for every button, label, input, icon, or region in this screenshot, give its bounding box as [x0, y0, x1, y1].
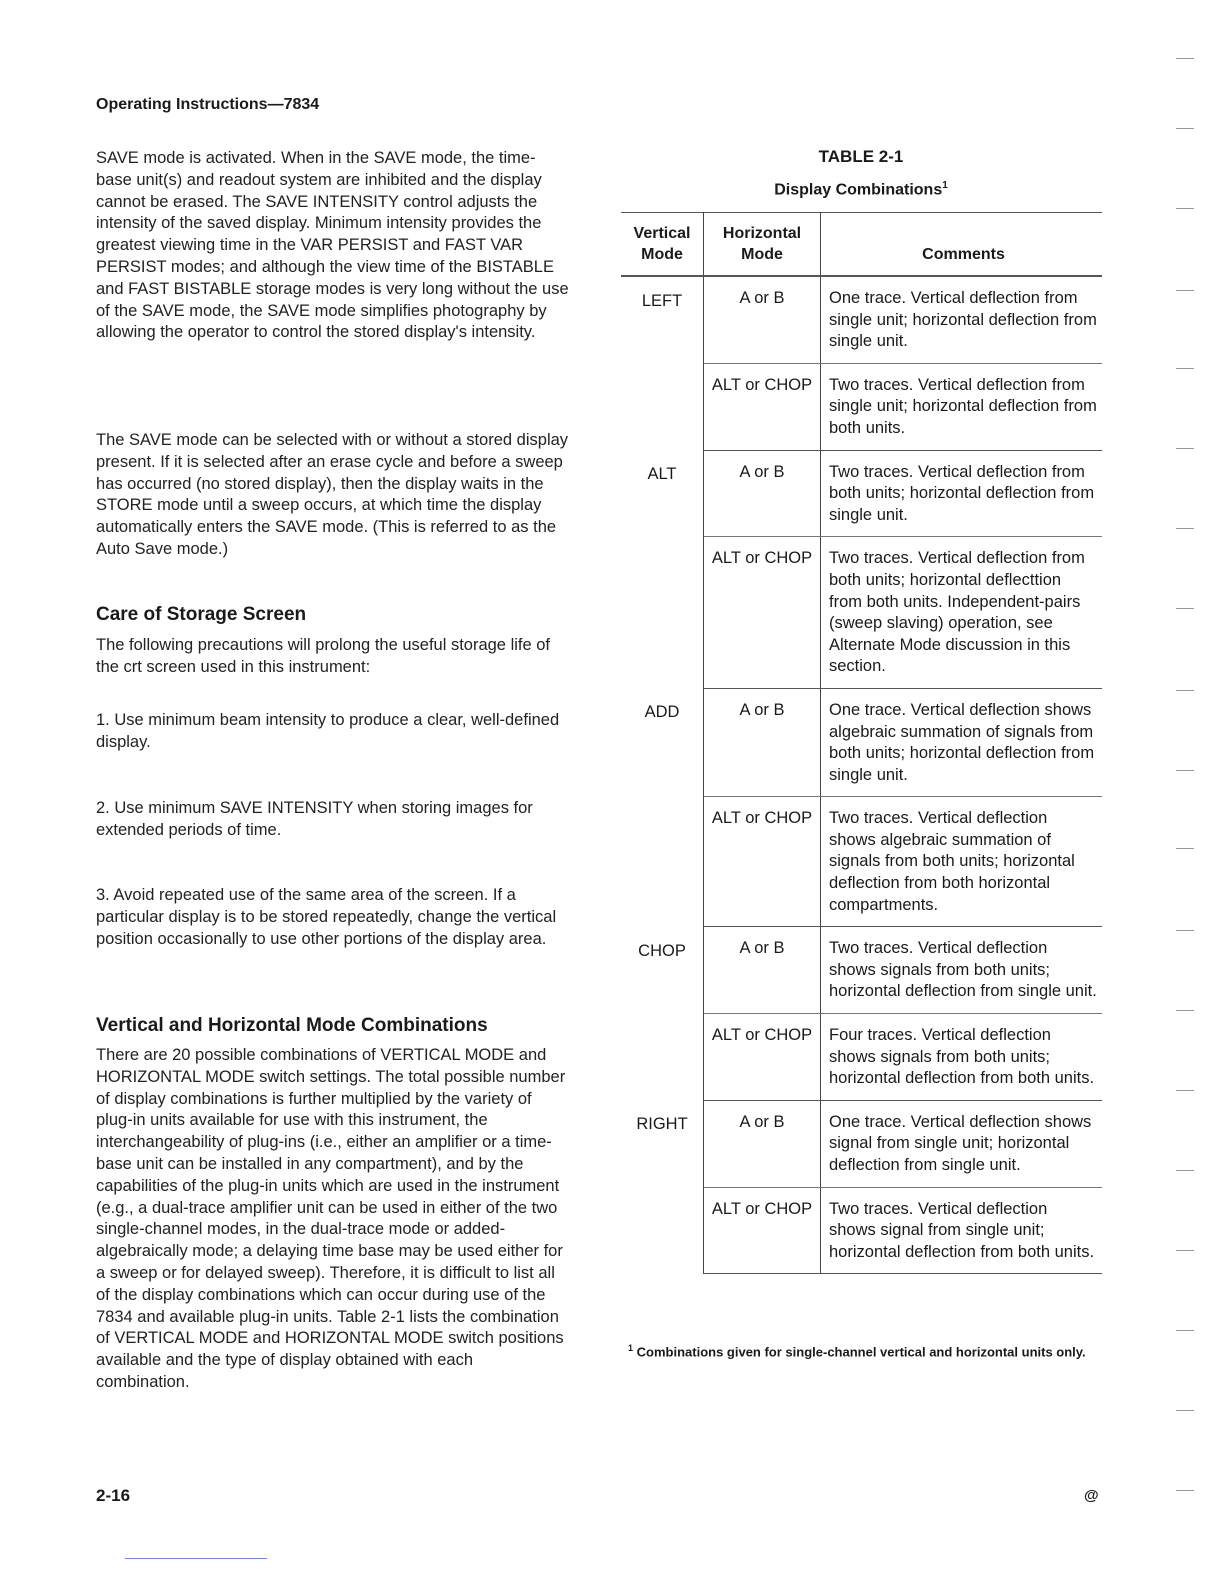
margin-tick: [1176, 1090, 1194, 1091]
table-caption-text: Display Combinations: [774, 181, 943, 199]
comment-cell: Two traces. Vertical deflection from both units; horizontal deflecttion from both units. Independent-pairs (sweep slaving) operation, see Alternate Mode discussion in this section.: [821, 537, 1103, 689]
horizontal-mode-cell: A or B: [704, 927, 821, 1014]
comment-cell: Two traces. Vertical deflection shows signals from both units; horizontal deflection from single unit.: [821, 927, 1103, 1014]
horizontal-mode-cell: ALT or CHOP: [704, 363, 821, 450]
column-header-horizontal-mode: Horizontal Mode: [704, 213, 821, 277]
footnote-text: Combinations given for single-channel vertical and horizontal units only.: [636, 1344, 1086, 1360]
precaution-item-1: 1. Use minimum beam intensity to produce a clear, well-defined display.: [96, 711, 560, 751]
table-label: TABLE 2-1: [818, 147, 904, 166]
vertical-mode-cell: LEFT: [621, 276, 704, 450]
margin-tick: [1176, 290, 1194, 291]
paragraph-mode-combinations: There are 20 possible combinations of VERTICAL MODE and HORIZONTAL MODE switch settings. The total possible number of display combinations is further multiplied by the variety of plug-in units available for use with this instrument, the interchangeability of plug-ins (i.e., either an amplifier or a time-base unit can be installed in any compartment), and by the capabilities of the plug-in units which are used in the instrument (e.g., a dual-trace amplifier unit can be used in either of the two single-channel modes, in the dual-trace mode or added-algebraically mode; a delaying time base may be used either for a sweep or for delayed sweep). Therefore, it is difficult to list all of the display combinations which can occur during use of the 7834 and available plug-in units. Table 2-1 lists the combination of VERTICAL MODE and HORIZONTAL MODE switch positions available and the type of display obtained with each combination.: [96, 1046, 566, 1391]
comment-cell: Two traces. Vertical deflection shows algebraic summation of signals from both units; horizontal deflection from both horizontal compartments.: [821, 797, 1103, 927]
comment-cell: Two traces. Vertical deflection from both units; horizontal deflection from single unit.: [821, 450, 1103, 537]
margin-tick: [1176, 608, 1194, 609]
column-header-vertical-mode: Vertical Mode: [621, 213, 704, 277]
margin-tick: [1176, 528, 1194, 529]
margin-tick: [1176, 1490, 1194, 1491]
table-row: [621, 276, 1102, 363]
margin-tick: [1176, 58, 1194, 59]
heading-care-of-storage-screen: Care of Storage Screen: [96, 604, 307, 625]
table-caption-footnote-mark: 1: [942, 180, 948, 191]
margin-tick: [1176, 1330, 1194, 1331]
horizontal-mode-cell: ALT or CHOP: [704, 797, 821, 927]
comment-cell: Two traces. Vertical deflection from single unit; horizontal deflection from both units.: [821, 363, 1103, 450]
horizontal-mode-cell: ALT or CHOP: [704, 537, 821, 689]
horizontal-mode-cell: A or B: [704, 688, 821, 796]
horizontal-mode-cell: A or B: [704, 276, 821, 363]
comment-cell: Two traces. Vertical deflection shows signal from single unit; horizontal deflection from both units.: [821, 1187, 1103, 1274]
paragraph-save-mode: SAVE mode is activated. When in the SAVE mode, the time-base unit(s) and readout system are inhibited and the display cannot be erased. The SAVE INTENSITY control adjusts the intensity of the saved display. Minimum intensity provides the greatest viewing time in the VAR PERSIST and FAST VAR PERSIST modes; and although the view time of the BISTABLE and FAST BISTABLE storage modes is very long without the use of the SAVE mode, the SAVE mode simplifies photography by allowing the operator to control the stored display's intensity.: [96, 149, 569, 342]
comment-cell: One trace. Vertical deflection from single unit; horizontal deflection from single unit.: [821, 276, 1103, 363]
margin-tick: [1176, 208, 1194, 209]
page-header-title: Operating Instructions—7834: [96, 96, 320, 113]
display-combinations-table: [621, 212, 1102, 1274]
horizontal-mode-cell: A or B: [704, 450, 821, 537]
margin-tick: [1176, 848, 1194, 849]
bottom-divider: [125, 1558, 267, 1559]
page-number: 2-16: [96, 1486, 131, 1505]
table-row: [621, 688, 1102, 796]
margin-tick: [1176, 368, 1194, 369]
margin-tick: [1176, 690, 1194, 691]
table-caption: [620, 180, 1102, 199]
horizontal-mode-cell: ALT or CHOP: [704, 1187, 821, 1274]
column-header-comments: Comments: [821, 213, 1103, 277]
vertical-mode-cell: CHOP: [621, 927, 704, 1101]
margin-tick: [1176, 1250, 1194, 1251]
comment-cell: One trace. Vertical deflection shows signal from single unit; horizontal deflection from single unit.: [821, 1100, 1103, 1187]
margin-tick: [1176, 1410, 1194, 1411]
heading-mode-combinations: Vertical and Horizontal Mode Combinations: [96, 1015, 488, 1036]
precaution-item-3: 3. Avoid repeated use of the same area of the screen. If a particular display is to be stored repeatedly, change the vertical position occasionally to use other portions of the display area.: [96, 886, 557, 948]
paragraph-auto-save: The SAVE mode can be selected with or without a stored display present. If it is selected after an erase cycle and before a sweep has occurred (no stored display), then the display waits in the STORE mode until a sweep occurs, at which time the display automatically enters the SAVE mode. (This is referred to as the Auto Save mode.): [96, 431, 569, 558]
table-row: [621, 450, 1102, 537]
comment-cell: Four traces. Vertical deflection shows signals from both units; horizontal deflection from both units.: [821, 1014, 1103, 1101]
comment-cell: One trace. Vertical deflection shows algebraic summation of signals from both units; horizontal deflection from single unit.: [821, 688, 1103, 796]
margin-tick: [1176, 128, 1194, 129]
margin-tick: [1176, 770, 1194, 771]
horizontal-mode-cell: ALT or CHOP: [704, 1014, 821, 1101]
margin-tick: [1176, 1010, 1194, 1011]
copyright-symbol: @: [1084, 1487, 1099, 1504]
footnote-mark: 1: [628, 1343, 634, 1353]
paragraph-care-intro: The following precautions will prolong the useful storage life of the crt screen used in this instrument:: [96, 636, 551, 676]
table-row: [621, 1100, 1102, 1187]
table-footnote: [628, 1340, 1108, 1360]
horizontal-mode-cell: A or B: [704, 1100, 821, 1187]
precaution-item-2: 2. Use minimum SAVE INTENSITY when storing images for extended periods of time.: [96, 799, 533, 839]
margin-tick: [1176, 448, 1194, 449]
vertical-mode-cell: ADD: [621, 688, 704, 926]
vertical-mode-cell: ALT: [621, 450, 704, 688]
vertical-mode-cell: RIGHT: [621, 1100, 704, 1274]
margin-tick: [1176, 930, 1194, 931]
margin-tick: [1176, 1170, 1194, 1171]
table-row: [621, 927, 1102, 1014]
